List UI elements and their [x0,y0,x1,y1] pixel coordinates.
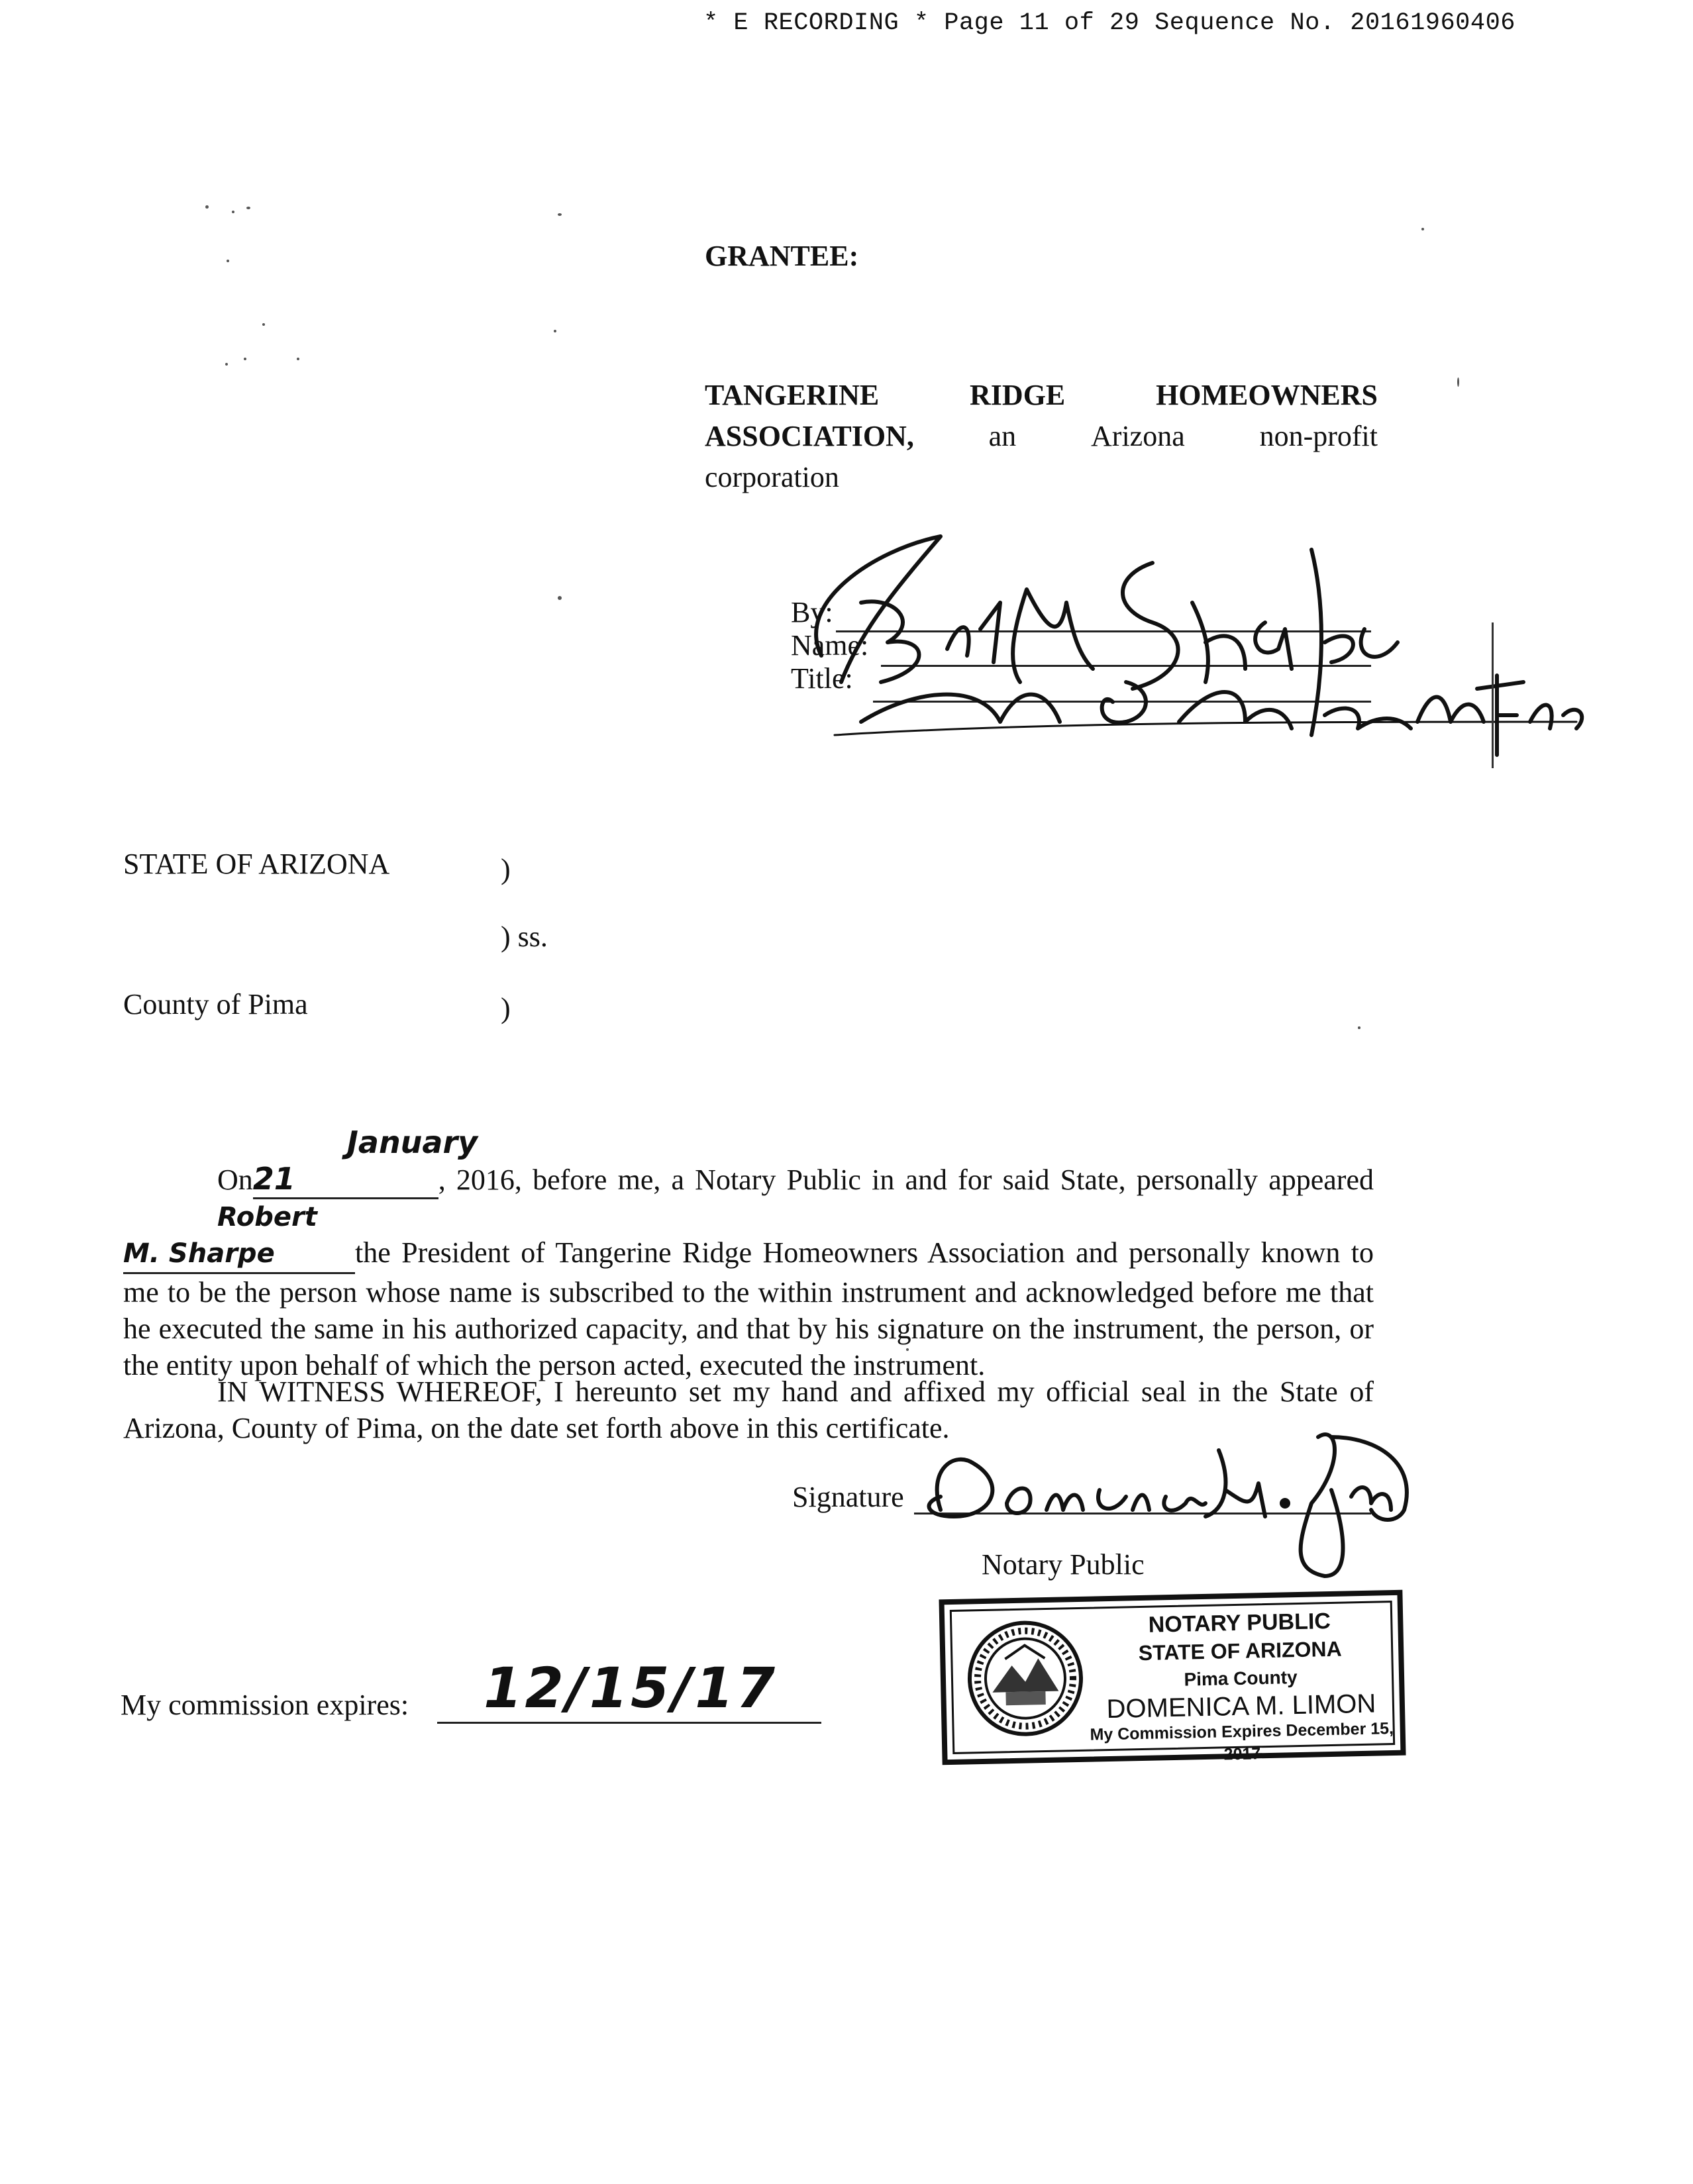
ack-body: the President of Tangerine Ridge Homeowners Association and personally known to me to be the person whose name is subscribed to the within instrument and acknowledged before me that he executed the same in his authorized capacity, and that by his signature on the instrument, the person, or the entity upon behalf of which the person acted, executed the instrument. [123,1236,1374,1381]
commission-line [437,1722,821,1724]
notary-stamp [939,1590,1406,1765]
grantee-word: an [988,420,1017,452]
grantee-word: RIDGE [970,379,1066,411]
ack-appeared: appeared [1268,1164,1374,1196]
witness-text: IN WITNESS WHEREOF, I hereunto set my hand and affixed my official seal in the State of Arizona, County of Pima, on the date set forth above in this certificate. [123,1375,1374,1444]
recording-header: * E RECORDING * Page 11 of 29 Sequence No. 20161960406 [703,9,1515,37]
notary-signature-label: Signature [792,1481,904,1513]
venue-paren-2: ) [501,992,511,1024]
grantee-line-3: corporation [705,461,839,493]
grantee-word: TANGERINE [705,379,880,411]
ack-after-date: , 2016, before me, a Notary Public in and for said State, personally [438,1164,1258,1196]
grantee-word: non-profit [1259,420,1378,452]
grantee-word: Arizona [1091,420,1185,452]
stamp-line-3: Pima County [1184,1667,1298,1690]
grantee-word: ASSOCIATION, [705,420,914,452]
title-label: Title: [791,662,853,695]
grantee-title-text: President, Sharpe & Associates, Inc. [808,771,818,772]
scan-mark [1492,622,1494,768]
commission-date-handwritten: 12/15/17 [484,1656,778,1720]
stamp-line-2: STATE OF ARIZONA [1138,1636,1342,1665]
by-label: By: [791,596,833,628]
grantee-line-2 [705,416,1378,457]
stamp-line-4: DOMENICA M. LIMON [1106,1689,1376,1724]
venue-county: County of Pima [123,988,308,1020]
notary-public-label: Notary Public [982,1548,1145,1581]
venue-state: STATE OF ARIZONA [123,848,390,880]
commission-label: My commission expires: [121,1689,409,1721]
stamp-line-1: NOTARY PUBLIC [1148,1608,1331,1638]
grantee-line-1 [705,375,1378,416]
grantee-name-block [705,375,1378,498]
grantee-heading: GRANTEE: [705,240,859,272]
ack-on: On [217,1164,253,1196]
grantee-signature-text: Robert M. Sharpe [808,768,813,769]
stamp-line-5: My Commission Expires December 15, 2017 [1090,1719,1394,1764]
ack-person-handwritten: Robert M. Sharpe [123,1199,355,1274]
acknowledgment-paragraph [123,1124,1374,1383]
grantee-signature [782,523,1603,775]
ack-date-handwritten: January 21 [253,1124,438,1199]
name-label: Name: [791,629,869,662]
grantee-word: HOMEOWNERS [1156,379,1378,411]
venue-paren-1: ) [501,853,511,885]
state-seal-icon [964,1618,1086,1740]
venue-ss: ) ss. [501,920,548,953]
stamp-text [1084,1606,1398,1769]
svg-text:Domenica M. Limon: Domenica M. Limon [921,1588,927,1589]
